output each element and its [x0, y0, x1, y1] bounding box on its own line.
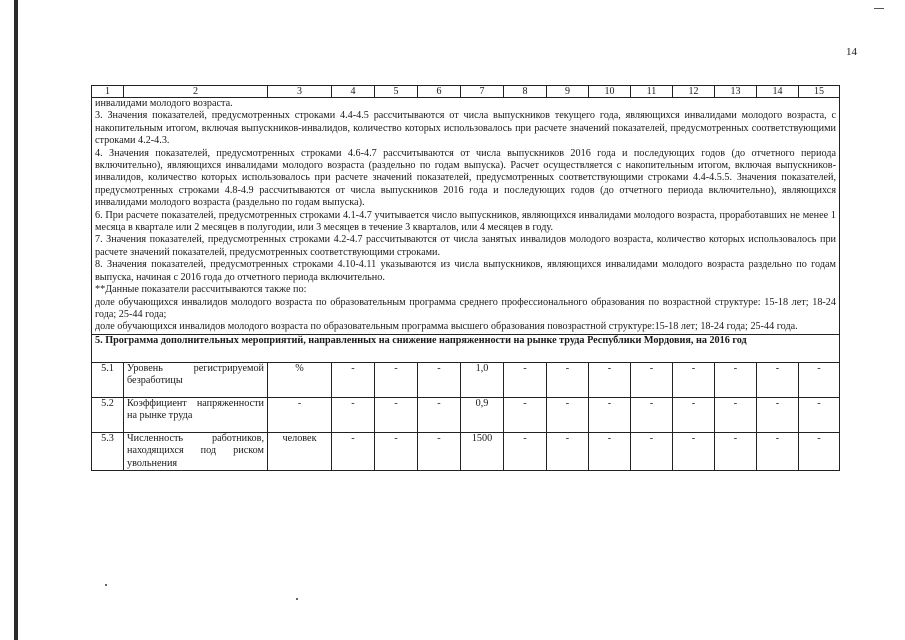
scan-speck: [105, 584, 107, 586]
column-number: 3: [268, 86, 332, 98]
row-value: -: [631, 397, 673, 432]
row-indicator-name: Численность работников, находящихся под риском увольнения: [124, 432, 268, 470]
row-value: -: [504, 362, 547, 397]
notes-cell: [92, 98, 840, 335]
note-paragraph: 8. Значения показателей, предусмотренных строками 4.10-4.11 указываются из числа выпускников, являющихся инвалидами молодого возраста раздельно по годам выпуска, начиная с 2016 года до отчетного периода включительно.: [95, 259, 836, 283]
row-value: -: [418, 432, 461, 470]
column-number: 1: [92, 86, 124, 98]
row-value: -: [589, 397, 631, 432]
row-value: -: [375, 432, 418, 470]
column-number: 5: [375, 86, 418, 98]
column-number: 4: [332, 86, 375, 98]
note-paragraph: инвалидами молодого возраста.: [95, 98, 233, 109]
row-value: -: [673, 397, 715, 432]
section-title: 5. Программа дополнительных мероприятий, направленных на снижение напряженности на рынке труда Республики Мордовия, на 2016 год: [92, 334, 840, 362]
row-value: -: [418, 362, 461, 397]
column-number: 14: [757, 86, 799, 98]
row-unit: -: [268, 397, 332, 432]
row-value: -: [547, 362, 589, 397]
page-number: 14: [846, 46, 857, 58]
column-number: 6: [418, 86, 461, 98]
column-number: 15: [799, 86, 840, 98]
note-paragraph: доле обучающихся инвалидов молодого возраста по образовательным программа среднего профессионального образования по возрастной структуре: 15-18 лет; 18-24 года; 25-44 года;: [95, 296, 836, 320]
row-value: -: [332, 432, 375, 470]
row-value: -: [375, 362, 418, 397]
row-value: -: [504, 397, 547, 432]
row-value: -: [547, 397, 589, 432]
row-number: 5.3: [92, 432, 124, 470]
section-row: [92, 334, 840, 362]
column-number: 7: [461, 86, 504, 98]
row-value: -: [757, 432, 799, 470]
row-unit: %: [268, 362, 332, 397]
row-value: -: [799, 432, 840, 470]
note-paragraph: 3. Значения показателей, предусмотренных строками 4.4-4.5 рассчитываются от числа выпускников текущего года, являющихся инвалидами молодого возраста, с накопительным итогом, включая выпускников-инвалидов, количество которых использовалось при расчете значений показателей, предусмотренных соответствующими строками 4.2-4.3.: [95, 110, 836, 147]
corner-mark: [874, 8, 884, 9]
row-unit: человек: [268, 432, 332, 470]
row-value: -: [631, 362, 673, 397]
row-value: -: [799, 397, 840, 432]
row-value: -: [504, 432, 547, 470]
note-paragraph: 4. Значения показателей, предусмотренных строками 4.6-4.7 рассчитываются от числа выпускников 2016 года и последующих годов (до отчетного периода включительно), являющихся инвалидами молодого возраста (раздельно по годам выпуска). Расчет осуществляется с накопительным итогом, включая выпускников-инвалидов, количество которых использовалось при расчете значений показателей, предусмотренных соответствующими строками 4.4-4.5.5. Значения показателей, предусмотренных строками 4.8-4.9 рассчитываются от числа выпускников 2016 года и последующих годов (до отчетного периода включительно), являющихся инвалидами молодого возраста (раздельно по годам выпуска).: [95, 147, 836, 209]
row-value: -: [547, 432, 589, 470]
row-value: 0,9: [461, 397, 504, 432]
row-indicator-name: Коэффициент напряженности на рынке труда: [124, 397, 268, 432]
table-row: [92, 397, 840, 432]
note-paragraph: 7. Значения показателей, предусмотренных строками 4.2-4.7 рассчитываются от числа занятых инвалидов молодого возраста, количество которых использовалось при расчете значений показателей, предусмотренных соответствующими строками.: [95, 234, 836, 258]
indicator-table: [91, 85, 840, 471]
row-value: -: [715, 397, 757, 432]
row-value: -: [673, 362, 715, 397]
row-number: 5.1: [92, 362, 124, 397]
column-number: 2: [124, 86, 268, 98]
row-number: 5.2: [92, 397, 124, 432]
row-value: 1,0: [461, 362, 504, 397]
row-value: -: [332, 397, 375, 432]
scan-speck: [296, 598, 298, 600]
note-paragraph: доле обучающихся инвалидов молодого возраста по образовательным программа высшего образования повозрастной структуре:15-18 лет; 18-24 года; 25-44 года.: [95, 321, 798, 333]
row-value: -: [375, 397, 418, 432]
page-margin-bar: [14, 0, 18, 640]
row-value: -: [673, 432, 715, 470]
table-row: [92, 362, 840, 397]
column-number: 12: [673, 86, 715, 98]
row-value: -: [418, 397, 461, 432]
row-value: -: [757, 362, 799, 397]
note-paragraph: 6. При расчете показателей, предусмотренных строками 4.1-4.7 учитывается число выпускников, являющихся инвалидами молодого возраста, проработавших не менее 1 месяца в квартале или 2 месяцев в полугодии, или 3 месяцев в течение 3 кварталов, или 4 месяцев в году.: [95, 209, 836, 234]
note-paragraph: **Данные показатели рассчитываются также по:: [95, 284, 307, 296]
column-number: 8: [504, 86, 547, 98]
row-value: -: [799, 362, 840, 397]
row-value: -: [332, 362, 375, 397]
row-value: -: [589, 432, 631, 470]
row-value: -: [715, 432, 757, 470]
column-number: 11: [631, 86, 673, 98]
row-value: -: [589, 362, 631, 397]
row-value: -: [757, 397, 799, 432]
table-row: [92, 432, 840, 470]
row-value: -: [631, 432, 673, 470]
notes-row: [92, 98, 840, 335]
column-number: 13: [715, 86, 757, 98]
column-number-row: [92, 86, 840, 98]
row-value: 1500: [461, 432, 504, 470]
column-number: 10: [589, 86, 631, 98]
column-number: 9: [547, 86, 589, 98]
row-value: -: [715, 362, 757, 397]
row-indicator-name: Уровень регистрируемой безработицы: [124, 362, 268, 397]
